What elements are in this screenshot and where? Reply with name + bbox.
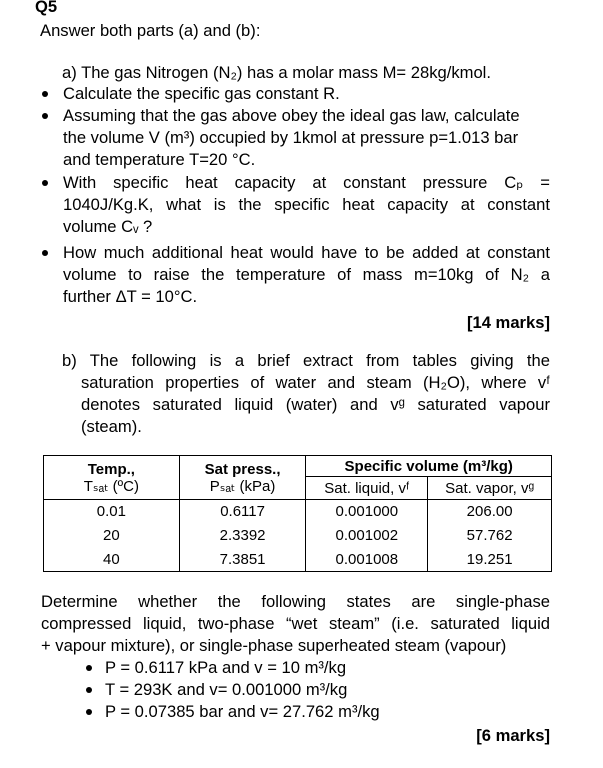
part-a-bullet-4-line-1: How much additional heat would have to be added at constant	[63, 243, 550, 262]
part-a-bullet-2-line-2: the volume V (m³) occupied by 1kmol at pressure p=1.013 bar	[63, 128, 519, 147]
state-1: P = 0.6117 kPa and v = 10 m³/kg	[105, 658, 347, 677]
pressure-cell: 0.6117	[179, 500, 306, 524]
part-b-marks: [6 marks]	[476, 726, 550, 745]
part-a-bullet-3-line-3: volume Cᵥ ?	[63, 217, 153, 236]
state-3: P = 0.07385 bar and v= 27.762 m³/kg	[105, 702, 380, 721]
temp-cell: 20	[44, 524, 180, 548]
v-vapor-cell: 19.251	[428, 548, 552, 572]
col-pressure-header	[179, 456, 306, 500]
col-pressure-header-line-2: Pₛₐₜ (kPa)	[209, 477, 276, 495]
instruction: Answer both parts (a) and (b):	[40, 21, 261, 40]
part-a-intro: a) The gas Nitrogen (N₂) has a molar mass M= 28kg/kmol.	[62, 63, 491, 82]
part-a-bullet-1: Calculate the specific gas constant R.	[63, 84, 340, 103]
v-liquid-cell: 0.001002	[306, 524, 428, 548]
sat-liquid-header: Sat. liquid, vᶠ	[306, 477, 428, 500]
part-a-bullet-3-line-2: 1040J/Kg.K, what is the specific heat capacity at constant	[63, 195, 550, 214]
col-temp-header-line-2: Tₛₐₜ (ºC)	[83, 477, 139, 495]
sat-vapor-header: Sat. vapor, vᵍ	[428, 477, 552, 500]
v-liquid-cell: 0.001000	[306, 500, 428, 524]
v-vapor-cell: 57.762	[428, 524, 552, 548]
saturation-table	[43, 455, 552, 572]
bullet-icon	[42, 91, 48, 97]
question-number: Q5	[35, 0, 58, 16]
part-b-intro-line-2: saturation properties of water and steam (H₂O), where vᶠ	[81, 373, 550, 392]
determine-line-3: + vapour mixture), or single-phase superheated steam (vapour)	[41, 636, 507, 655]
bullet-icon	[42, 180, 48, 186]
pressure-cell: 7.3851	[179, 548, 306, 572]
part-b-intro-line-1: b) The following is a brief extract from tables giving the	[62, 351, 550, 370]
specific-volume-header: Specific volume (m³/kg)	[306, 456, 552, 477]
part-a-bullet-4-line-3: further ΔT = 10°C.	[63, 287, 198, 306]
bullet-icon	[86, 665, 92, 671]
part-a-bullet-2-line-1: Assuming that the gas above obey the ideal gas law, calculate	[63, 106, 520, 125]
v-liquid-cell: 0.001008	[306, 548, 428, 572]
col-pressure-header-line-1: Sat press.,	[204, 460, 281, 478]
pressure-cell: 2.3392	[179, 524, 306, 548]
determine-line-1: Determine whether the following states are single-phase	[41, 592, 550, 611]
determine-line-2: compressed liquid, two-phase “wet steam” (i.e. saturated liquid	[41, 614, 550, 633]
bullet-icon	[86, 687, 92, 693]
bullet-icon	[42, 250, 48, 256]
col-temp-header	[44, 456, 180, 500]
part-b-intro-line-3: denotes saturated liquid (water) and vᵍ saturated vapour	[81, 395, 550, 414]
v-vapor-cell: 206.00	[428, 500, 552, 524]
col-temp-header-line-1: Temp.,	[87, 460, 135, 478]
bullet-icon	[42, 113, 48, 119]
temp-cell: 40	[44, 548, 180, 572]
part-b-intro-line-4: (steam).	[81, 417, 142, 436]
part-a-bullet-4-line-2: volume to raise the temperature of mass m=10kg of N₂ a	[63, 265, 550, 284]
part-a-bullet-3-line-1: With specific heat capacity at constant pressure Cₚ =	[63, 173, 550, 192]
part-a-marks: [14 marks]	[466, 313, 550, 332]
bullet-icon	[86, 709, 92, 715]
state-2: T = 293K and v= 0.001000 m³/kg	[105, 680, 348, 699]
temp-cell: 0.01	[44, 500, 180, 524]
part-a-bullet-2-line-3: and temperature T=20 °C.	[63, 150, 256, 169]
